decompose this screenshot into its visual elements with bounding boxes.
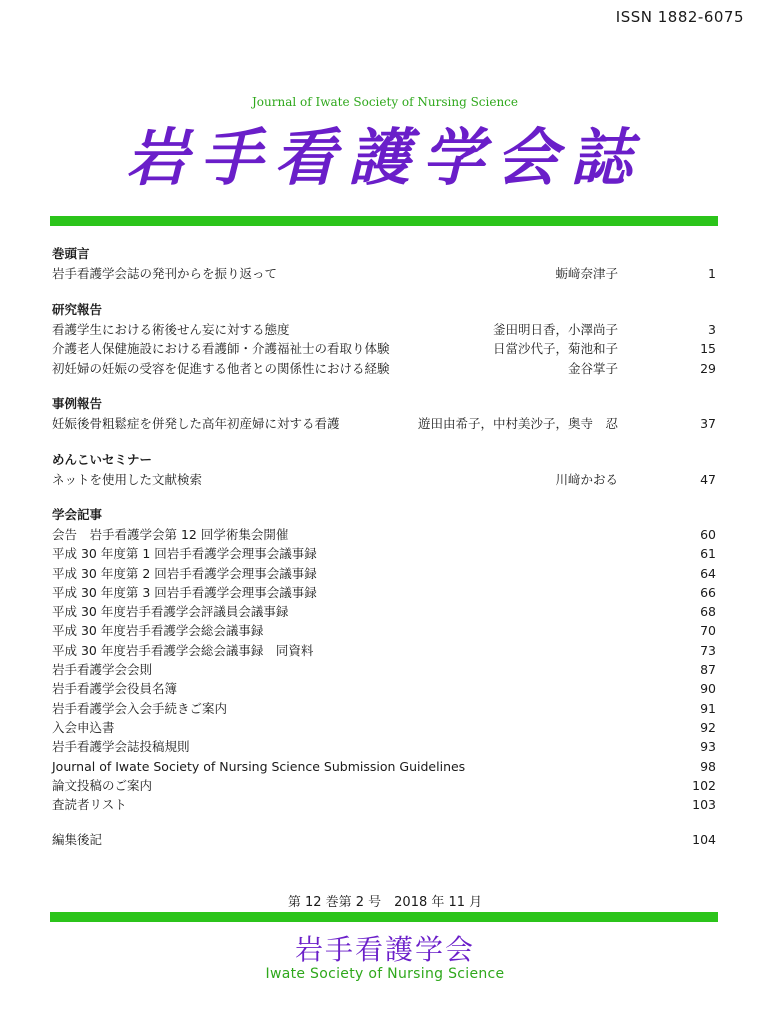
toc-entry-page: 70 — [700, 623, 716, 639]
toc-entry-page: 91 — [700, 700, 716, 716]
toc-entry-title: 平成 30 年度岩手看護学会総会議事録 同資料 — [52, 642, 314, 658]
toc-row[interactable] — [52, 679, 716, 698]
toc-entry-title: 平成 30 年度岩手看護学会評議員会議事録 — [52, 604, 289, 620]
toc-entry-page: 66 — [700, 584, 716, 600]
toc-row[interactable] — [52, 414, 716, 434]
toc-entry-page: 47 — [700, 471, 716, 487]
toc-entry-page: 98 — [700, 758, 716, 774]
volume-issue-line: 第 12 巻第 2 号 2018 年 11 月 — [287, 895, 483, 910]
toc-row[interactable] — [52, 602, 716, 621]
toc-entry-page: 102 — [692, 777, 716, 793]
issn-number: ISSN 1882-6075 — [615, 8, 744, 26]
top-divider-bar — [50, 216, 718, 226]
toc-entry-page: 37 — [700, 416, 716, 431]
journal-english-title: Journal of Iwate Society of Nursing Science — [251, 95, 519, 109]
toc-entry-page: 3 — [708, 321, 716, 337]
toc-entry-page: 103 — [692, 797, 716, 813]
toc-row[interactable] — [52, 621, 716, 640]
toc-entry-title: 妊娠後骨粗鬆症を併発した高年初産婦に対する看護 — [52, 416, 340, 431]
toc-entry-title: 岩手看護学会誌の発刊からを振り返って — [52, 266, 278, 281]
toc-row[interactable] — [52, 795, 716, 814]
section-case-reports — [52, 394, 716, 434]
toc-row[interactable] — [52, 641, 716, 660]
toc-row[interactable] — [52, 583, 716, 602]
toc-row-editorial[interactable] — [52, 830, 716, 850]
toc-entry-title: 岩手看護学会会則 — [52, 662, 153, 678]
toc-entry-authors: 金谷掌子 — [567, 360, 618, 376]
toc-row[interactable] — [52, 718, 716, 737]
toc-entry-title: 入会申込書 — [52, 719, 115, 735]
toc-row[interactable] — [52, 564, 716, 583]
toc-entry-authors: 蛎﨑奈津子 — [555, 266, 618, 281]
toc-entry-page: 29 — [700, 360, 716, 376]
section-menkoi-seminar — [52, 450, 716, 490]
section-heading: めんこいセミナー — [52, 451, 153, 467]
toc-row[interactable] — [52, 544, 716, 563]
toc-row[interactable] — [52, 320, 716, 340]
toc-row[interactable] — [52, 359, 716, 379]
toc-entry-page: 61 — [700, 546, 716, 562]
toc-entry-title: 査読者リスト — [52, 797, 127, 813]
toc-entry-page: 1 — [708, 266, 716, 281]
society-english-name: Iwate Society of Nursing Science — [265, 966, 505, 982]
toc-entry-title: 会告 岩手看護学会第 12 回学術集会開催 — [52, 527, 289, 542]
section-kantougen — [52, 244, 716, 284]
toc-entry-page: 92 — [700, 719, 716, 735]
section-heading: 研究報告 — [52, 301, 103, 317]
toc-entry-title: 岩手看護学会入会手続きご案内 — [52, 700, 228, 716]
section-research-reports — [52, 300, 716, 379]
toc-entry-title: 平成 30 年度第 2 回岩手看護学会理事会議事録 — [52, 565, 317, 581]
toc-entry-title: 平成 30 年度第 3 回岩手看護学会理事会議事録 — [52, 584, 317, 600]
toc-entry-title: ネットを使用した文献検索 — [52, 471, 203, 487]
toc-entry-title: 介護老人保健施設における看護師・介護福祉士の看取り体験 — [52, 341, 390, 356]
toc-entry-page: 73 — [700, 642, 716, 658]
toc-row[interactable] — [52, 339, 716, 359]
toc-row[interactable] — [52, 699, 716, 718]
section-heading: 事例報告 — [52, 396, 103, 411]
section-society-news — [52, 505, 716, 814]
toc-entry-page: 90 — [700, 681, 716, 697]
toc-entry-title: 岩手看護学会誌投稿規則 — [52, 739, 190, 755]
toc-entry-title: 平成 30 年度第 1 回岩手看護学会理事会議事録 — [52, 546, 317, 562]
toc-row[interactable] — [52, 470, 716, 490]
section-heading: 巻頭言 — [52, 246, 90, 261]
toc-entry-title: 論文投稿のご案内 — [52, 777, 153, 793]
toc-entry-title: 編集後記 — [52, 832, 103, 848]
toc-row[interactable] — [52, 525, 716, 544]
toc-entry-page: 87 — [700, 662, 716, 678]
toc-entry-page: 60 — [700, 527, 716, 542]
toc-entry-authors: 日當沙代子，菊池和子 — [492, 341, 618, 356]
toc-row[interactable] — [52, 264, 716, 284]
toc-entry-page: 93 — [700, 739, 716, 755]
toc-entry-title: 岩手看護学会役員名簿 — [52, 681, 178, 697]
toc-entry-title: 平成 30 年度岩手看護学会総会議事録 — [52, 623, 264, 639]
toc-entry-page: 15 — [700, 341, 716, 356]
toc-row[interactable] — [52, 776, 716, 795]
journal-japanese-title: 岩手看護学会誌 — [125, 121, 644, 194]
toc-row[interactable] — [52, 737, 716, 756]
toc-entry-title: Journal of Iwate Society of Nursing Science Submission Guidelines — [52, 758, 466, 774]
toc-entry-authors: 遊田由希子，中村美沙子，奥寺 忍 — [417, 416, 618, 431]
society-japanese-name: 岩手看護学会 — [294, 933, 475, 966]
toc-entry-authors: 川﨑かおる — [555, 471, 618, 487]
toc-entry-page: 68 — [700, 604, 716, 620]
section-heading: 学会記事 — [52, 507, 103, 522]
bottom-divider-bar — [50, 912, 718, 922]
toc-row[interactable] — [52, 660, 716, 679]
toc-entry-page: 64 — [700, 565, 716, 581]
toc-row[interactable] — [52, 757, 716, 776]
table-of-contents — [52, 244, 716, 850]
toc-entry-authors: 釜田明日香，小澤尚子 — [492, 321, 618, 337]
toc-entry-page: 104 — [692, 832, 716, 848]
toc-entry-title: 初妊婦の妊娠の受容を促進する他者との関係性における経験 — [52, 360, 390, 376]
toc-entry-title: 看護学生における術後せん妄に対する態度 — [52, 321, 290, 337]
